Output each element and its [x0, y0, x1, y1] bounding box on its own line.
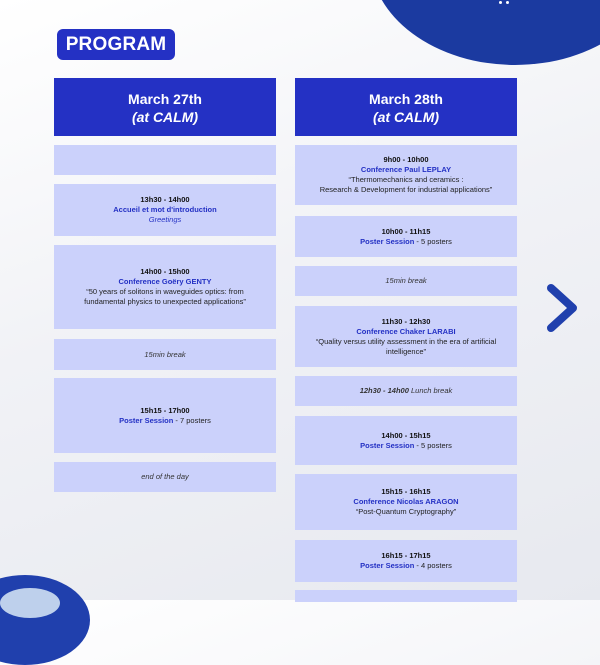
- slot-note: end of the day: [141, 472, 189, 481]
- schedule-slot: [54, 245, 276, 329]
- slot-time: 9h00 - 10h00: [383, 155, 429, 164]
- schedule-slot: [295, 416, 517, 465]
- end-slot: [54, 462, 276, 492]
- slot-title: Poster Session: [360, 561, 415, 570]
- slot-suffix: - 5 posters: [414, 236, 452, 246]
- slot-description: “Quality versus utility assessment in the era of artificial: [315, 336, 497, 346]
- schedule-slot: [295, 216, 517, 257]
- decorative-blob-top: [370, 0, 600, 65]
- slot-title: Conference Goëry GENTY: [118, 277, 212, 286]
- schedule-slot: [295, 145, 517, 205]
- day-header: [54, 78, 276, 136]
- slot-title: Conference Paul LEPLAY: [360, 165, 452, 174]
- slot-title: Conference Chaker LARABI: [356, 326, 456, 336]
- slot-suffix: - 7 posters: [173, 415, 211, 425]
- slot-time: 10h00 - 11h15: [381, 226, 431, 236]
- decorative-dots: [499, 0, 519, 8]
- slot-title: Poster Session: [360, 236, 415, 246]
- slot-time: 15h15 - 16h15: [381, 487, 431, 496]
- break-slot: [54, 339, 276, 370]
- slot-line: [360, 561, 452, 571]
- day-header: [295, 78, 517, 136]
- schedule-slot: [295, 306, 517, 367]
- slot-note: [360, 386, 453, 396]
- day-column-march-27: [54, 78, 276, 481]
- program-badge: PROGRAM: [57, 29, 175, 60]
- day-date: March 28th: [369, 91, 443, 107]
- slot-description: intelligence”: [385, 346, 427, 356]
- slot-title: Conference Nicolas ARAGON: [353, 497, 459, 506]
- decorative-blob-bottom-light: [0, 588, 60, 618]
- slot-note: 15min break: [144, 349, 186, 359]
- slot-time: 13h30 - 14h00: [140, 195, 190, 204]
- slot-line: [119, 416, 211, 426]
- day-column-march-28: [295, 78, 517, 570]
- slot-description: “Thermomechanics and ceramics :: [348, 175, 464, 184]
- slot-note-time: 12h30 - 14h00: [359, 386, 409, 395]
- empty-slot: [54, 145, 276, 175]
- slot-time: 16h15 - 17h15: [381, 551, 431, 560]
- schedule-slot: [295, 474, 517, 530]
- slot-description: fundamental physics to unexpected applications”: [84, 297, 246, 306]
- slot-time: 15h15 - 17h00: [140, 405, 190, 415]
- chevron-right-icon[interactable]: [544, 283, 580, 333]
- slot-note-text: Lunch break: [408, 386, 453, 395]
- schedule-slot: [54, 184, 276, 236]
- slot-line: [360, 441, 452, 451]
- day-venue: (at CALM): [131, 109, 199, 125]
- lunch-slot: [295, 376, 517, 406]
- slot-description: Research & Development for industrial applications”: [319, 185, 493, 194]
- slot-suffix: - 4 posters: [414, 561, 452, 570]
- schedule-slot: [54, 378, 276, 453]
- slot-suffix: - 5 posters: [414, 440, 452, 450]
- schedule-slot: [295, 540, 517, 582]
- break-slot: [295, 266, 517, 296]
- slot-title: Poster Session: [360, 440, 415, 450]
- slot-title: Accueil et mot d'introduction: [113, 205, 217, 214]
- day-venue: (at CALM): [372, 109, 440, 125]
- empty-slot: [295, 590, 517, 602]
- slot-description: “Post-Quantum Cryptography”: [355, 507, 457, 516]
- slot-time: 11h30 - 12h30: [381, 316, 431, 326]
- slot-title: Poster Session: [119, 415, 174, 425]
- slot-time: 14h00 - 15h15: [381, 430, 431, 440]
- slot-time: 14h00 - 15h00: [140, 267, 190, 276]
- slot-subtitle: Greetings: [148, 215, 182, 224]
- slot-note: 15min break: [385, 276, 427, 285]
- slot-description: “50 years of solitons in waveguides optics: from: [86, 287, 244, 296]
- slot-line: [360, 237, 452, 247]
- decorative-blob-bottom: [0, 575, 90, 665]
- day-date: March 27th: [128, 91, 202, 107]
